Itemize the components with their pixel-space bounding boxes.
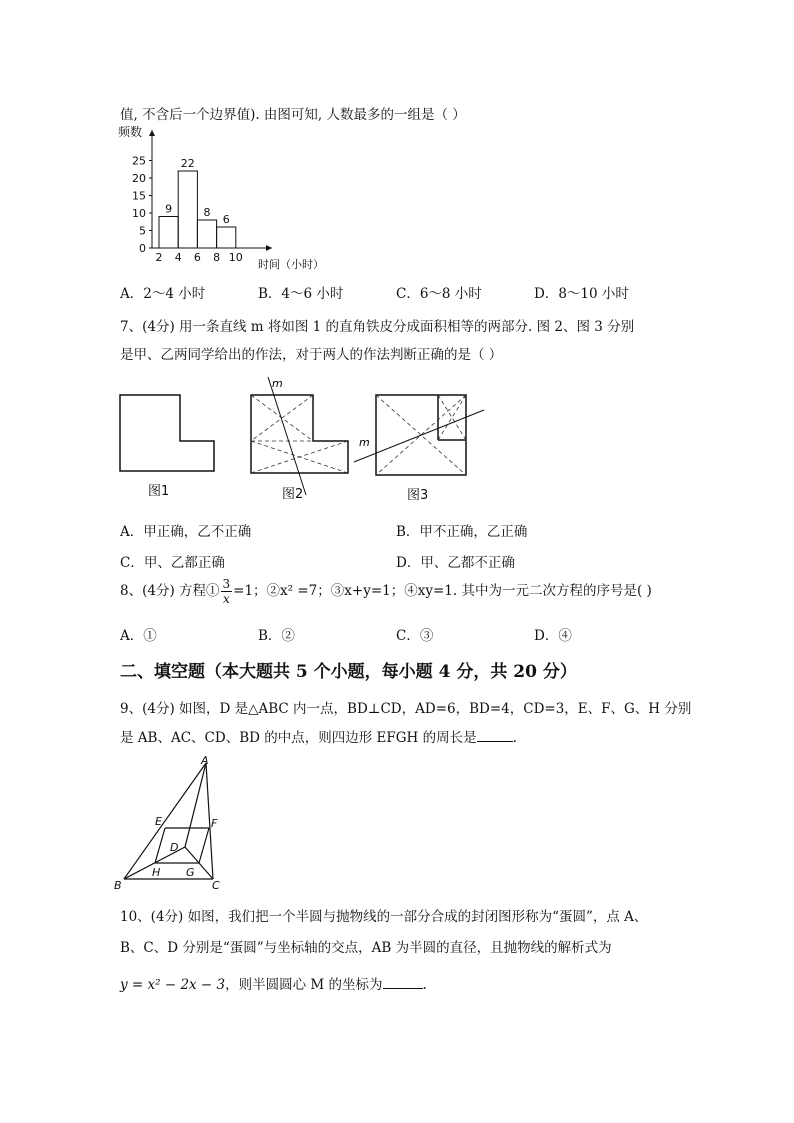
q6-option-a[interactable]: A．2～4 小时 — [120, 286, 206, 302]
q10-end: . — [422, 977, 427, 993]
q6-option-b[interactable]: B．4～6 小时 — [258, 286, 344, 302]
q6-option-d[interactable]: D．8～10 小时 — [534, 286, 629, 302]
q10-stem-line3-text: ，则半圆圆心 M 的坐标为 — [225, 977, 383, 993]
x-axis-arrow — [266, 245, 272, 251]
q7-figure-1 — [118, 393, 218, 473]
q10-answer-blank[interactable] — [383, 976, 423, 989]
q9-triangle-figure — [112, 755, 232, 895]
x-tick-label: 8 — [213, 251, 221, 264]
x-axis-label: 时间（小时） — [258, 258, 324, 271]
q9-label-c: C — [212, 879, 220, 892]
q7-figure-2 — [248, 373, 354, 498]
bar — [197, 220, 216, 248]
q7-stem-line2: 是甲、乙两同学给出的作法，对于两人的作法判断正确的是（ ） — [120, 347, 503, 363]
y-tick-label: 10 — [132, 207, 146, 220]
q6-option-c[interactable]: C．6～8 小时 — [396, 286, 482, 302]
q9-stem-line2 — [120, 726, 517, 746]
q9-answer-blank[interactable] — [477, 729, 513, 742]
q9-stem-line1: 9、(4分) 如图，D 是△ABC 内一点，BD⊥CD，AD=6，BD=4，CD=3，E、F、G、H 分别 — [120, 701, 692, 717]
q7-fig3-m-label: m — [359, 436, 370, 449]
q8-option-d[interactable]: D．④ — [534, 628, 572, 644]
x-tick-label: 2 — [155, 251, 163, 264]
x-tick-label: 6 — [193, 251, 201, 264]
q9-label-a: A — [201, 754, 209, 767]
q10-stem-line2: B、C、D 分别是“蛋圆”与坐标轴的交点，AB 为半圆的直径，且抛物线的解析式为 — [120, 940, 612, 956]
q9-label-e: E — [155, 815, 162, 828]
q9-label-f: F — [211, 817, 218, 830]
y-axis-label: 频数 — [118, 125, 143, 139]
q8-option-a[interactable]: A．① — [120, 628, 157, 644]
q8-fraction — [221, 578, 233, 605]
y-tick-label: 0 — [139, 242, 146, 255]
bar-data-label: 22 — [180, 157, 195, 170]
section-2-title: 二、填空题（本大题共 5 个小题，每小题 4 分，共 20 分） — [120, 662, 577, 682]
q7-figure-2-caption: 图2 — [282, 487, 304, 502]
bar-data-label: 8 — [203, 206, 211, 219]
q6-histogram — [110, 124, 324, 274]
y-tick-label: 5 — [139, 224, 146, 238]
q6-stem-tail: 值, 不含后一个边界值). 由图可知, 人数最多的一组是（ ） — [120, 107, 466, 123]
q7-option-a[interactable]: A．甲正确，乙不正确 — [120, 524, 252, 540]
bar-data-label: 9 — [165, 202, 173, 216]
bar — [178, 171, 197, 248]
q8-stem-post: =1；②x² =7；③x+y=1；④xy=1. 其中为一元二次方程的序号是( ) — [233, 583, 652, 599]
q10-stem-line3 — [120, 973, 427, 993]
q7-figure-3 — [348, 390, 488, 480]
q8-frac-num: 3 — [222, 577, 231, 591]
q7-figure-1-caption: 图1 — [148, 484, 170, 499]
q9-end: . — [512, 730, 517, 746]
q10-stem-line1: 10、(4分) 如图，我们把一个半圆与抛物线的一部分合成的封闭图形称为“蛋圆”，点 A、 — [120, 909, 648, 925]
q7-option-c[interactable]: C．甲、乙都正确 — [120, 555, 225, 571]
y-tick-label: 20 — [132, 172, 146, 185]
q8-option-b[interactable]: B．② — [258, 628, 295, 644]
q7-fig2-m-label: m — [272, 377, 283, 390]
q9-label-g: G — [186, 866, 195, 879]
q7-option-b[interactable]: B．甲不正确，乙正确 — [396, 524, 528, 540]
bar — [217, 227, 236, 248]
y-tick-label: 15 — [132, 189, 146, 203]
q8-stem-pre: 8、(4分) 方程① — [120, 583, 220, 599]
q9-label-h: H — [152, 866, 161, 879]
q8-option-c[interactable]: C．③ — [396, 628, 434, 644]
q7-option-d[interactable]: D．甲、乙都不正确 — [396, 555, 515, 571]
bar — [159, 217, 178, 249]
y-axis-arrow — [149, 130, 155, 136]
q8-frac-den: x — [222, 592, 230, 606]
q9-label-d: D — [170, 841, 179, 854]
q10-formula: y = x² − 2x − 3 — [120, 977, 226, 993]
q9-stem-line2-text: 是 AB、AC、CD、BD 的中点，则四边形 EFGH 的周长是 — [120, 730, 477, 746]
x-tick-label: 4 — [174, 251, 182, 264]
x-tick-label: 10 — [228, 251, 243, 264]
q8-stem — [120, 578, 652, 605]
y-tick-label: 25 — [132, 154, 146, 168]
q7-figure-3-caption: 图3 — [407, 488, 429, 503]
bar-data-label: 6 — [222, 213, 230, 226]
q7-stem-line1: 7、(4分) 用一条直线 m 将如图 1 的直角铁皮分成面积相等的两部分. 图 2、图 3 分别 — [120, 319, 635, 335]
q9-label-b: B — [114, 879, 122, 892]
